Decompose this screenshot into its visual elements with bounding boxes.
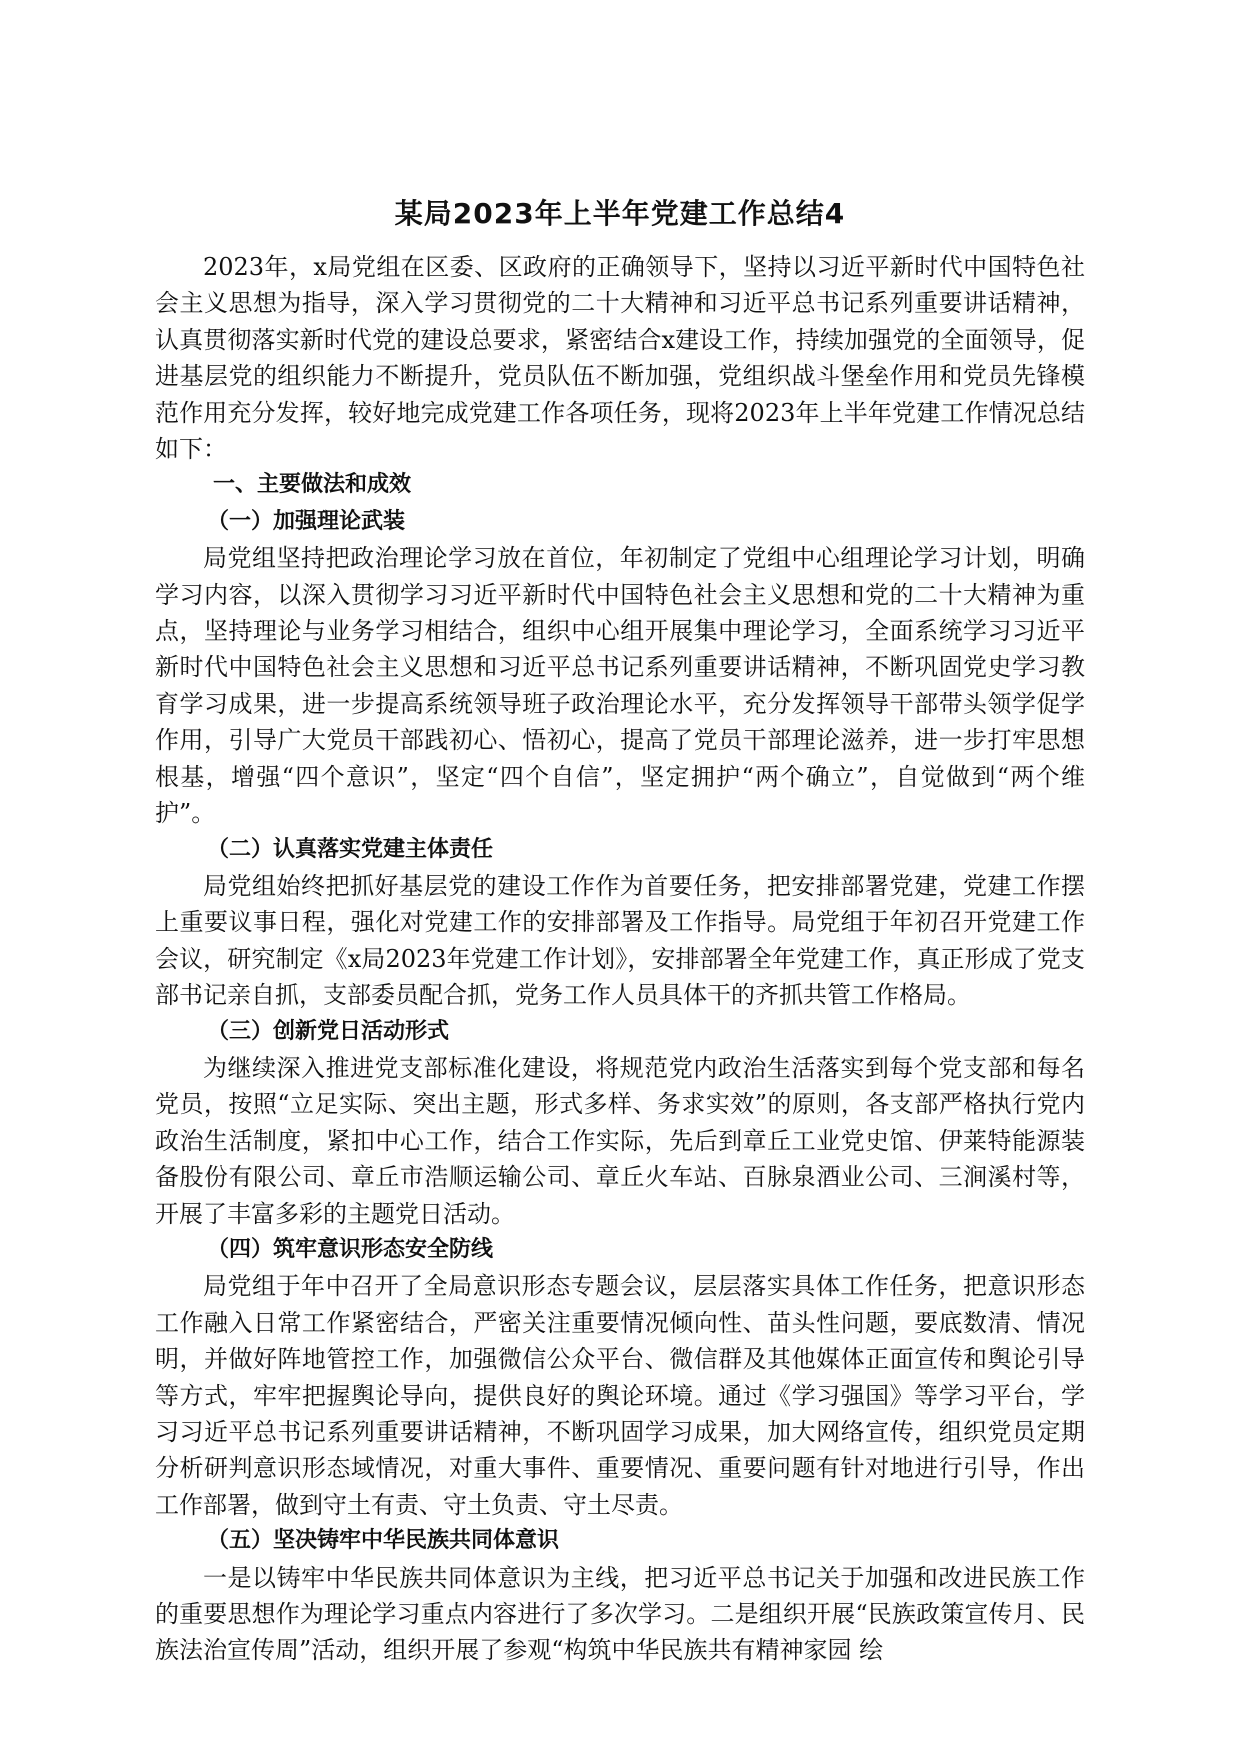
subsection-heading-3: （三）创新党日活动形式	[207, 1018, 450, 1044]
intro-paragraph: 2023年，x局党组在区委、区政府的正确领导下，坚持以习近平新时代中国特色社会主义思想为指导，深入学习贯彻党的二十大精神和习近平总书记系列重要讲话精神，认真贯彻落实新时代党的建设总要求，紧密结合x建设工作，持续加强党的全面领导，促进基层党的组织能力不断提升，党员队伍不断加强，党组织战斗堡垒作用和党员先锋模范作用充分发挥，较好地完成党建工作各项任务，现将2023年上半年党建工作情况总结如下：	[155, 253, 1085, 464]
document-page	[155, 195, 1085, 1669]
subsection-body-5: 一是以铸牢中华民族共同体意识为主线，把习近平总书记关于加强和改进民族工作的重要思想作为理论学习重点内容进行了多次学习。二是组织开展“民族政策宣传月、民族法治宣传周”活动，组织开展了参观“构筑中华民族共有精神家园 绘	[155, 1563, 1085, 1665]
subsection-heading-1: （一）加强理论武装	[207, 508, 406, 534]
subsection-body-1: 局党组坚持把政治理论学习放在首位，年初制定了党组中心组理论学习计划，明确学习内容，以深入贯彻学习习近平新时代中国特色社会主义思想和党的二十大精神为重点，坚持理论与业务学习相结合，组织中心组开展集中理论学习，全面系统学习习近平新时代中国特色社会主义思想和习近平总书记系列重要讲话精神，不断巩固党史学习教育学习成果，进一步提高系统领导班子政治理论水平，充分发挥领导干部带头领学促学作用，引导广大党员干部践初心、悟初心，提高了党员干部理论滋养，进一步打牢思想根基，增强“四个意识”，坚定“四个自信”，坚定拥护“两个确立”，自觉做到“两个维护”。	[155, 544, 1085, 828]
subsection-body-4: 局党组于年中召开了全局意识形态专题会议，层层落实具体工作任务，把意识形态工作融入日常工作紧密结合，严密关注重要情况倾向性、苗头性问题，要底数清、情况明，并做好阵地管控工作，加强微信公众平台、微信群及其他媒体正面宣传和舆论引导等方式，牢牢把握舆论导向，提供良好的舆论环境。通过《学习强国》等学习平台，学习习近平总书记系列重要讲话精神，不断巩固学习成果，加大网络宣传，组织党员定期分析研判意识形态域情况，对重大事件、重要情况、重要问题有针对地进行引导，作出工作部署，做到守土有责、守土负责、守土尽责。	[155, 1272, 1085, 1519]
section-heading-main-practices: 一、主要做法和成效	[213, 472, 412, 498]
subsection-body-3: 为继续深入推进党支部标准化建设，将规范党内政治生活落实到每个党支部和每名党员，按照“立足实际、突出主题，形式多样、务求实效”的原则，各支部严格执行党内政治生活制度，紧扣中心工作，结合工作实际，先后到章丘工业党史馆、伊莱特能源装备股份有限公司、章丘市浩顺运输公司、章丘火车站、百脉泉酒业公司、三涧溪村等，开展了丰富多彩的主题党日活动。	[155, 1053, 1085, 1228]
document-title: 某局2023年上半年党建工作总结4	[394, 197, 846, 230]
subsection-body-2: 局党组始终把抓好基层党的建设工作作为首要任务，把安排部署党建，党建工作摆上重要议事日程，强化对党建工作的安排部署及工作指导。局党组于年初召开党建工作会议，研究制定《x局2023年党建工作计划》，安排部署全年党建工作，真正形成了党支部书记亲自抓，支部委员配合抓，党务工作人员具体干的齐抓共管工作格局。	[155, 871, 1085, 1010]
subsection-heading-2: （二）认真落实党建主体责任	[207, 836, 494, 862]
subsection-heading-5: （五）坚决铸牢中华民族共同体意识	[207, 1528, 560, 1554]
subsection-heading-4: （四）筑牢意识形态安全防线	[207, 1236, 494, 1262]
